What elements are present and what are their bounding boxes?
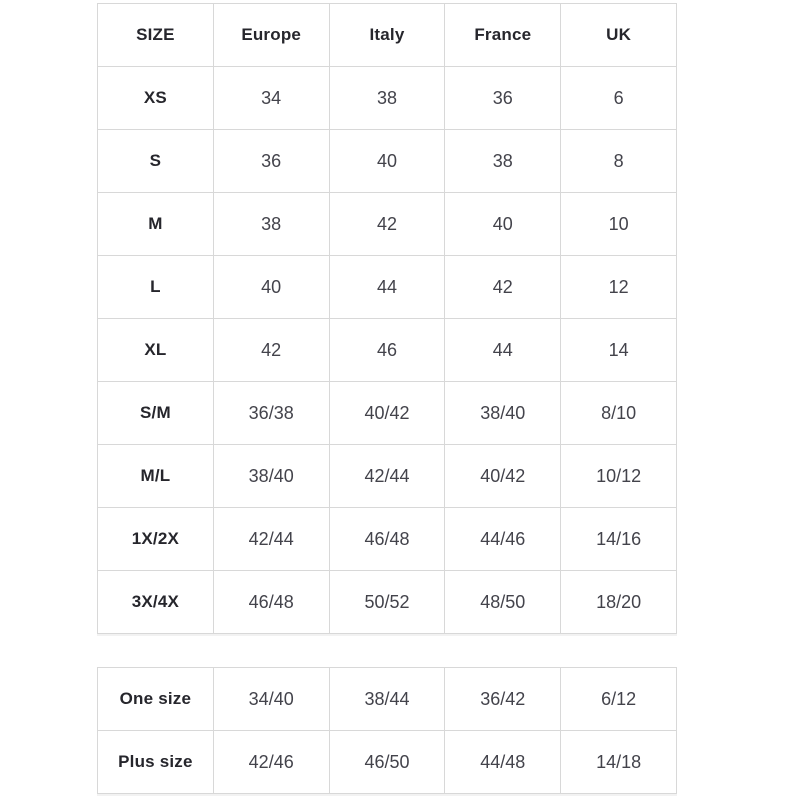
header-cell-france: France xyxy=(445,4,561,67)
table-row xyxy=(98,668,677,731)
value-cell: 44 xyxy=(445,319,561,382)
value-cell: 38/40 xyxy=(213,445,329,508)
value-cell: 36/42 xyxy=(445,668,561,731)
header-cell-uk: UK xyxy=(561,4,677,67)
size-label-cell: Plus size xyxy=(98,731,214,794)
value-cell: 18/20 xyxy=(561,571,677,634)
value-cell: 12 xyxy=(561,256,677,319)
value-cell: 38 xyxy=(445,130,561,193)
value-cell: 38/40 xyxy=(445,382,561,445)
value-cell: 40 xyxy=(329,130,445,193)
value-cell: 14/16 xyxy=(561,508,677,571)
value-cell: 50/52 xyxy=(329,571,445,634)
size-label-cell: 3X/4X xyxy=(98,571,214,634)
table-row xyxy=(98,382,677,445)
value-cell: 6/12 xyxy=(561,668,677,731)
value-cell: 14 xyxy=(561,319,677,382)
value-cell: 42/44 xyxy=(213,508,329,571)
value-cell: 38/44 xyxy=(329,668,445,731)
value-cell: 40/42 xyxy=(329,382,445,445)
header-cell-italy: Italy xyxy=(329,4,445,67)
value-cell: 14/18 xyxy=(561,731,677,794)
table-row xyxy=(98,731,677,794)
value-cell: 8 xyxy=(561,130,677,193)
value-cell: 46 xyxy=(329,319,445,382)
value-cell: 40/42 xyxy=(445,445,561,508)
size-conversion-table xyxy=(97,3,677,634)
value-cell: 10 xyxy=(561,193,677,256)
value-cell: 42 xyxy=(445,256,561,319)
value-cell: 46/50 xyxy=(329,731,445,794)
value-cell: 40 xyxy=(213,256,329,319)
table-row xyxy=(98,256,677,319)
header-row xyxy=(98,4,677,67)
value-cell: 36 xyxy=(213,130,329,193)
size-label-cell: L xyxy=(98,256,214,319)
value-cell: 40 xyxy=(445,193,561,256)
header-cell-size: SIZE xyxy=(98,4,214,67)
value-cell: 10/12 xyxy=(561,445,677,508)
value-cell: 34 xyxy=(213,67,329,130)
value-cell: 34/40 xyxy=(213,668,329,731)
value-cell: 44/48 xyxy=(445,731,561,794)
value-cell: 36 xyxy=(445,67,561,130)
table-row xyxy=(98,571,677,634)
size-label-cell: XS xyxy=(98,67,214,130)
table-row xyxy=(98,319,677,382)
table-row xyxy=(98,445,677,508)
value-cell: 44 xyxy=(329,256,445,319)
value-cell: 36/38 xyxy=(213,382,329,445)
value-cell: 48/50 xyxy=(445,571,561,634)
table-row xyxy=(98,193,677,256)
size-label-cell: XL xyxy=(98,319,214,382)
header-cell-europe: Europe xyxy=(213,4,329,67)
value-cell: 38 xyxy=(213,193,329,256)
value-cell: 42/44 xyxy=(329,445,445,508)
value-cell: 46/48 xyxy=(213,571,329,634)
value-cell: 42 xyxy=(329,193,445,256)
value-cell: 46/48 xyxy=(329,508,445,571)
value-cell: 6 xyxy=(561,67,677,130)
size-label-cell: 1X/2X xyxy=(98,508,214,571)
size-label-cell: One size xyxy=(98,668,214,731)
special-sizes-table xyxy=(97,667,677,794)
table-row xyxy=(98,67,677,130)
value-cell: 42/46 xyxy=(213,731,329,794)
value-cell: 44/46 xyxy=(445,508,561,571)
table-row xyxy=(98,508,677,571)
value-cell: 8/10 xyxy=(561,382,677,445)
size-label-cell: S xyxy=(98,130,214,193)
table-row xyxy=(98,130,677,193)
value-cell: 38 xyxy=(329,67,445,130)
size-label-cell: M/L xyxy=(98,445,214,508)
value-cell: 42 xyxy=(213,319,329,382)
size-label-cell: M xyxy=(98,193,214,256)
size-label-cell: S/M xyxy=(98,382,214,445)
